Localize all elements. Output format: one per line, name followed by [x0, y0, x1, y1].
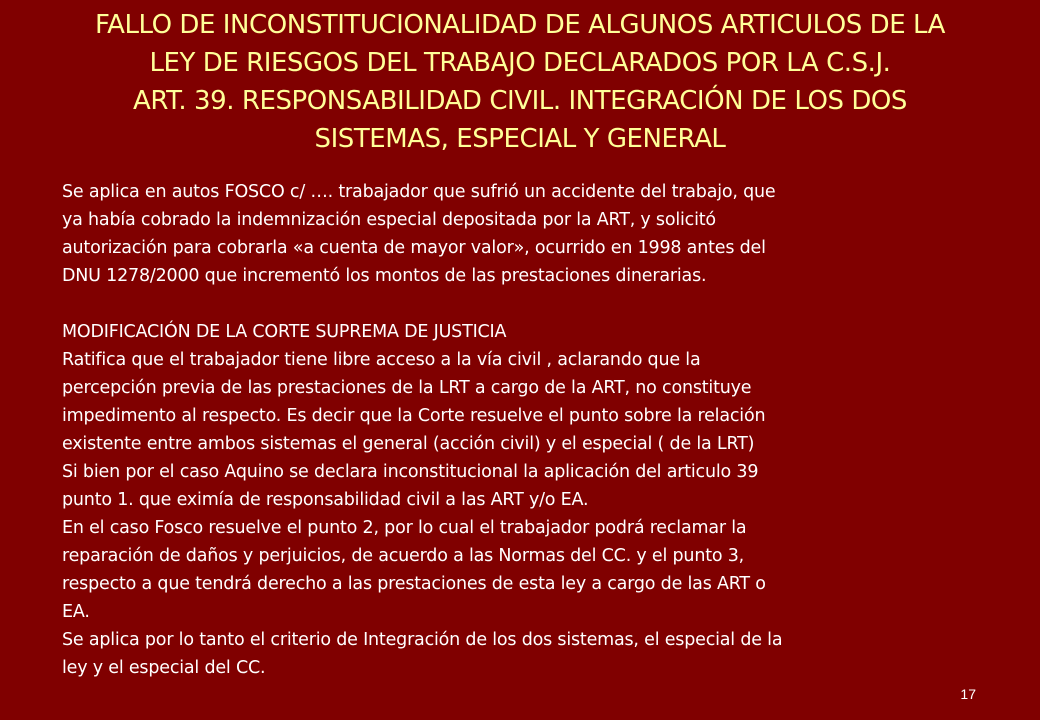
body-line: DNU 1278/2000 que incrementó los montos de las prestaciones dinerarias. — [62, 266, 707, 286]
slide-title — [14, 6, 1026, 158]
section-heading: MODIFICACIÓN DE LA CORTE SUPREMA DE JUSTICIA — [62, 322, 507, 342]
body-line: En el caso Fosco resuelve el punto 2, por lo cual el trabajador podrá reclamar la — [62, 518, 747, 538]
body-line: respecto a que tendrá derecho a las prestaciones de esta ley a cargo de las ART o — [62, 574, 766, 594]
body-line: existente entre ambos sistemas el general (acción civil) y el especial ( de la LRT) — [62, 434, 755, 454]
page-number: 17 — [960, 686, 976, 702]
title-line: SISTEMAS, ESPECIAL Y GENERAL — [314, 124, 726, 154]
slide-body — [62, 178, 992, 682]
body-line: reparación de daños y perjuicios, de acuerdo a las Normas del CC. y el punto 3, — [62, 546, 745, 566]
body-line: impedimento al respecto. Es decir que la Corte resuelve el punto sobre la relación — [62, 406, 766, 426]
title-line: ART. 39. RESPONSABILIDAD CIVIL. INTEGRACIÓN DE LOS DOS — [133, 86, 907, 116]
body-line: Se aplica en autos FOSCO c/ …. trabajador que sufrió un accidente del trabajo, que — [62, 182, 776, 202]
title-line: LEY DE RIESGOS DEL TRABAJO DECLARADOS POR LA C.S.J. — [149, 48, 891, 78]
body-line: Si bien por el caso Aquino se declara inconstitucional la aplicación del articulo 39 — [62, 462, 759, 482]
body-line: punto 1. que eximía de responsabilidad civil a las ART y/o EA. — [62, 490, 589, 510]
body-line: percepción previa de las prestaciones de la LRT a cargo de la ART, no constituye — [62, 378, 752, 398]
body-line: Ratifica que el trabajador tiene libre acceso a la vía civil , aclarando que la — [62, 350, 701, 370]
paragraph-spacer — [62, 290, 992, 318]
body-line: ley y el especial del CC. — [62, 658, 266, 678]
body-line: Se aplica por lo tanto el criterio de Integración de los dos sistemas, el especial de la — [62, 630, 783, 650]
title-line: FALLO DE INCONSTITUCIONALIDAD DE ALGUNOS ARTICULOS DE LA — [94, 10, 945, 40]
body-line: ya había cobrado la indemnización especial depositada por la ART, y solicitó — [62, 210, 716, 230]
body-line: autorización para cobrarla «a cuenta de mayor valor», ocurrido en 1998 antes del — [62, 238, 766, 258]
body-line: EA. — [62, 602, 90, 622]
